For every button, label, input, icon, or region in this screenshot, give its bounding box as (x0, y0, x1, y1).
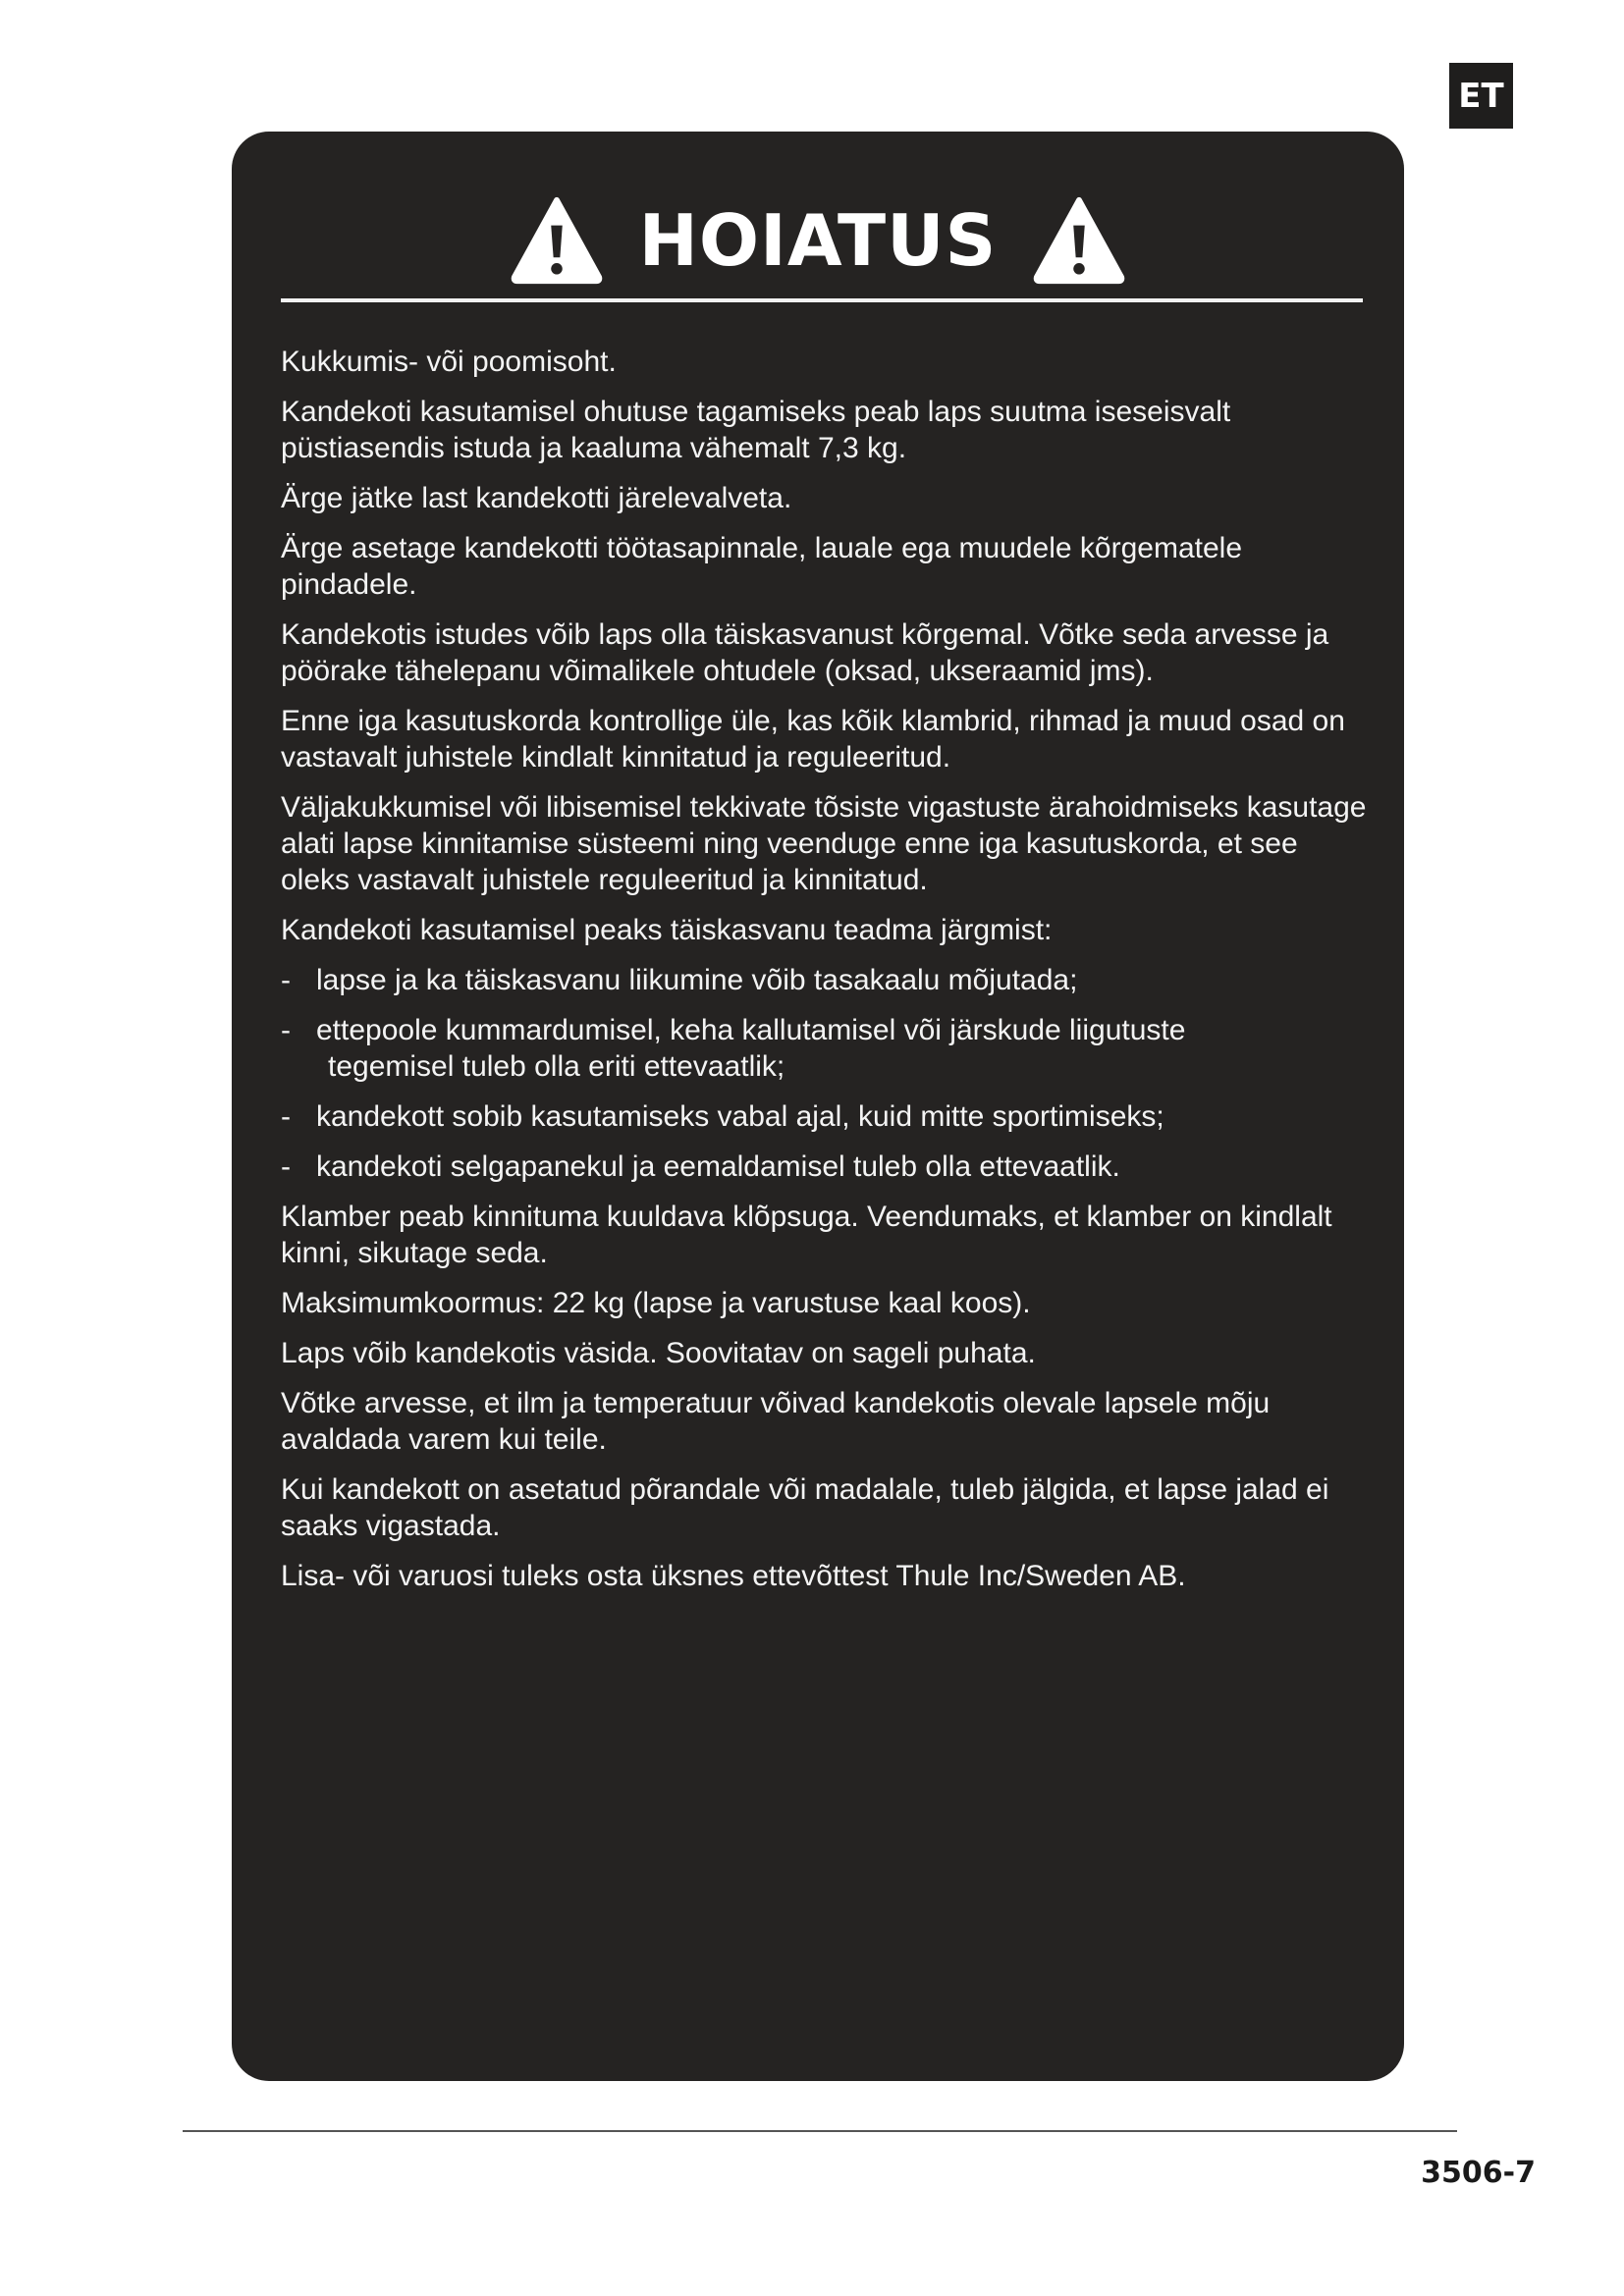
warning-paragraph: Kandekotis istudes võib laps olla täiskasvanust kõrgemal. Võtke seda arvesse ja pöörake tähelepanu võimalikele ohtudele (oksad, ukseraamid jms). (281, 618, 1329, 687)
warning-paragraph: Maksimumkoormus: 22 kg (lapse ja varustuse kaal koos). (281, 1287, 1031, 1319)
warning-paragraph: Kui kandekott on asetatud põrandale või madalale, tuleb jälgida, et lapse jalad ei saaks vigastada. (281, 1473, 1329, 1542)
warning-title: HOIATUS (638, 199, 998, 282)
language-badge: ET (1449, 63, 1513, 129)
warning-paragraph: Kandekoti kasutamisel peaks täiskasvanu teadma järgmist: (281, 914, 1053, 946)
page-number: 3506-7 (1421, 2156, 1536, 2190)
bullet-text-continuation: tegemisel tuleb olla eriti ettevaatlik; (328, 1050, 785, 1083)
list-item (281, 1098, 1371, 1135)
warning-paragraph: Enne iga kasutuskorda kontrollige üle, kas kõik klambrid, rihmad ja muud osad on vastavalt juhistele kindlalt kinnitatud ja reguleeritud. (281, 705, 1345, 774)
bullet-text: lapse ja ka täiskasvanu liikumine võib tasakaalu mõjutada; (316, 964, 1078, 996)
list-item (281, 1012, 1371, 1085)
bullet-marker: - (281, 1150, 291, 1183)
bullet-text: kandekoti selgapanekul ja eemaldamisel tuleb olla ettevaatlik. (316, 1150, 1120, 1183)
warning-header (232, 179, 1404, 302)
warning-body (281, 344, 1371, 1608)
bullet-marker: - (281, 1014, 291, 1046)
header-divider (281, 298, 1363, 302)
bullet-text-line: ettepoole kummardumisel, keha kallutamisel või järskude liigutuste (316, 1014, 1186, 1046)
warning-paragraph: Laps võib kandekotis väsida. Soovitatav on sageli puhata. (281, 1337, 1036, 1369)
warning-paragraph: Võtke arvesse, et ilm ja temperatuur võivad kandekotis olevale lapsele mõju avaldada varem kui teile. (281, 1387, 1271, 1456)
warning-paragraph: Kandekoti kasutamisel ohutuse tagamiseks peab laps suutma iseseisvalt püstiasendis istuda ja kaaluma vähemalt 7,3 kg. (281, 396, 1231, 464)
warning-triangle-icon (510, 193, 604, 288)
bullet-marker: - (281, 964, 291, 996)
warning-paragraph: Ärge jätke last kandekotti järelevalveta. (281, 482, 792, 514)
warning-paragraph: Ärge asetage kandekotti töötasapinnale, lauale ega muudele kõrgematele pindadele. (281, 532, 1243, 601)
list-item (281, 962, 1371, 998)
warning-panel (232, 132, 1404, 2081)
warning-paragraph: Väljakukkumisel või libisemisel tekkivate tõsiste vigastuste ärahoidmiseks kasutage alati lapse kinnitamise süsteemi ning veenduge enne iga kasutuskorda, et see oleks vastavalt juhistele reguleeritud ja kinnitatud. (281, 791, 1367, 896)
footer-divider (183, 2130, 1457, 2132)
warning-paragraph: Kukkumis- või poomisoht. (281, 346, 617, 378)
warning-paragraph: Lisa- või varuosi tuleks osta üksnes ettevõttest Thule Inc/Sweden AB. (281, 1560, 1186, 1592)
warning-paragraph: Klamber peab kinnituma kuuldava klõpsuga. Veendumaks, et klamber on kindlalt kinni, sikutage seda. (281, 1201, 1332, 1269)
bullet-text (316, 1012, 1371, 1085)
bullet-marker: - (281, 1100, 291, 1133)
warning-triangle-icon (1032, 193, 1126, 288)
bullet-text: kandekott sobib kasutamiseks vabal ajal, kuid mitte sportimiseks; (316, 1100, 1164, 1133)
list-item (281, 1148, 1371, 1185)
